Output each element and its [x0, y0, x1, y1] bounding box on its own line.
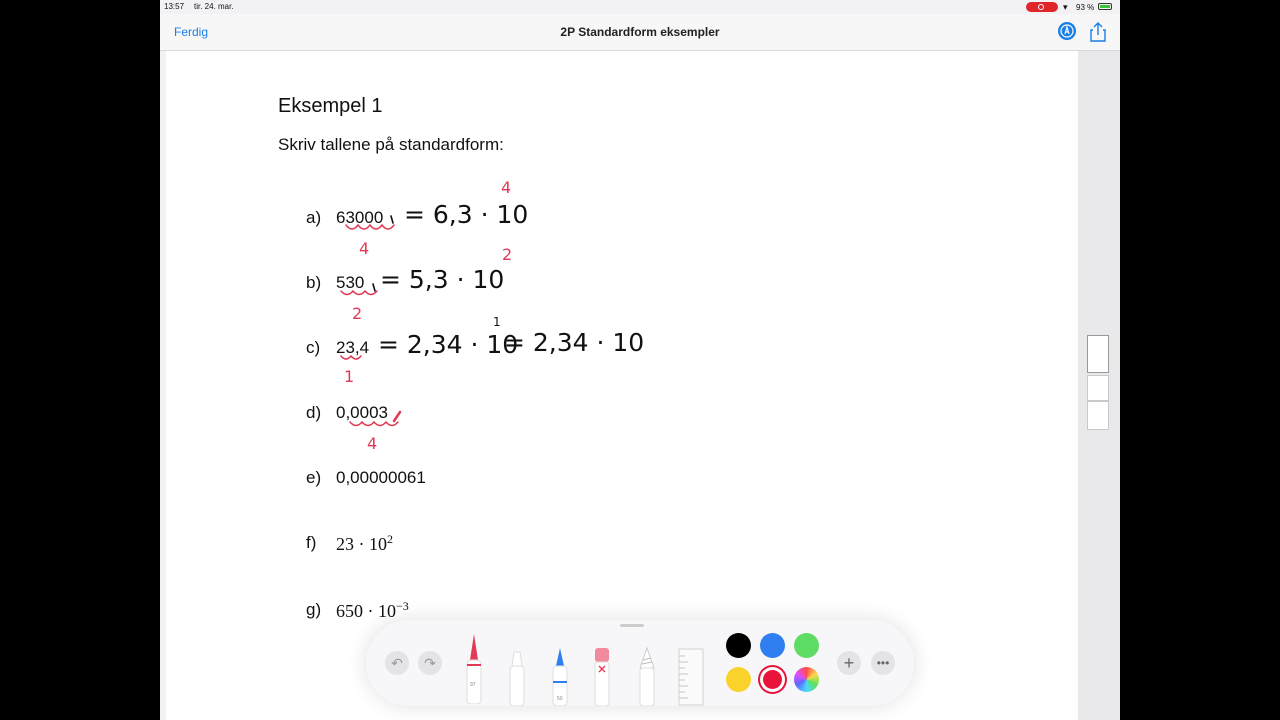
item-letter-b: b) — [306, 273, 322, 292]
item-value-f-base: 23 · 10 — [336, 534, 387, 554]
item-letter-c: c) — [306, 338, 321, 357]
color-green-swatch[interactable] — [794, 633, 819, 658]
more-options-icon[interactable]: ••• — [871, 651, 895, 675]
eraser-tool-icon[interactable] — [592, 646, 612, 706]
pen-width-label: 97 — [470, 682, 476, 688]
share-icon[interactable] — [1090, 22, 1106, 47]
battery-icon — [1098, 3, 1112, 10]
markup-toolbar — [366, 620, 914, 706]
color-blue-swatch[interactable] — [760, 633, 785, 658]
ink-b-exponent: 2 — [502, 245, 513, 264]
pen-tool-icon[interactable] — [462, 632, 486, 704]
ink-a-result: = 6,3 · 10 — [404, 200, 529, 229]
page-thumbnail-1[interactable] — [1087, 335, 1109, 373]
ink-d-underline — [350, 422, 398, 426]
color-red-swatch-selected[interactable] — [760, 667, 785, 692]
item-value-e: 0,00000061 — [336, 468, 426, 487]
toolbar-drag-handle[interactable] — [620, 624, 644, 627]
battery-percentage: 93 % — [1076, 3, 1095, 12]
page-thumbnails-sidebar — [1078, 51, 1120, 720]
wifi-icon: ▾ — [1063, 2, 1068, 12]
ink-c-count: 1 — [344, 367, 355, 386]
ink-d-comma — [394, 412, 400, 421]
item-letter-g: g) — [306, 600, 322, 619]
item-value-g-base: 650 · 10 — [336, 601, 396, 621]
status-date: tir. 24. mar. — [194, 2, 234, 11]
ink-a-comma — [391, 216, 393, 223]
marker-tool-icon[interactable] — [505, 650, 529, 706]
marker-width-label: 50 — [557, 696, 563, 702]
add-icon[interactable]: + — [837, 651, 861, 675]
redo-icon[interactable]: ↷ — [418, 651, 442, 675]
navigation-bar — [160, 14, 1120, 51]
item-value-f-exp: 2 — [387, 532, 393, 546]
page-thumbnail-2[interactable] — [1087, 375, 1109, 401]
ink-c-result: = 2,34 · 10 — [378, 330, 519, 359]
ink-a-underline — [346, 225, 394, 229]
ink-c-underline — [341, 356, 361, 359]
done-button[interactable]: Ferdig — [174, 25, 209, 39]
page-heading: Eksempel 1 — [278, 95, 383, 117]
item-letter-e: e) — [306, 468, 322, 487]
undo-icon[interactable]: ↶ — [385, 651, 409, 675]
color-black-swatch[interactable] — [726, 633, 751, 658]
document-title: 2P Standardform eksempler — [560, 25, 720, 39]
ink-b-comma — [373, 284, 375, 291]
item-value-d: 0,0003 — [336, 403, 388, 422]
ink-a-exponent: 4 — [501, 178, 512, 197]
item-letter-d: d) — [306, 403, 322, 422]
instruction-text: Skriv tallene på standardform: — [278, 135, 504, 154]
status-time: 13:57 — [164, 2, 185, 11]
item-value-a: 63000 — [336, 208, 384, 227]
ink-c-result-2: = 2,34 · 10 — [504, 328, 645, 357]
color-yellow-swatch[interactable] — [726, 667, 751, 692]
item-value-b: 530 — [336, 273, 365, 292]
page-thumbnail-3[interactable] — [1087, 401, 1109, 430]
lasso-tool-icon[interactable] — [636, 646, 658, 706]
ink-b-count: 2 — [352, 304, 363, 323]
ink-b-underline — [341, 291, 377, 295]
ink-c-exponent: 1 — [493, 315, 501, 329]
ink-b-result: = 5,3 · 10 — [380, 265, 505, 294]
screen-recording-icon[interactable] — [1026, 2, 1058, 12]
ruler-tool-icon[interactable] — [678, 648, 704, 706]
item-letter-a: a) — [306, 208, 322, 227]
ipad-screen — [160, 0, 1120, 720]
status-bar — [160, 0, 1120, 14]
ink-d-count: 4 — [367, 434, 378, 453]
item-letter-f: f) — [306, 533, 317, 552]
item-value-g-exp: −3 — [396, 599, 409, 613]
markup-pen-icon[interactable] — [1058, 22, 1076, 40]
ink-a-count: 4 — [359, 239, 370, 258]
color-picker-icon[interactable] — [794, 667, 819, 692]
item-value-c: 23,4 — [336, 338, 370, 357]
